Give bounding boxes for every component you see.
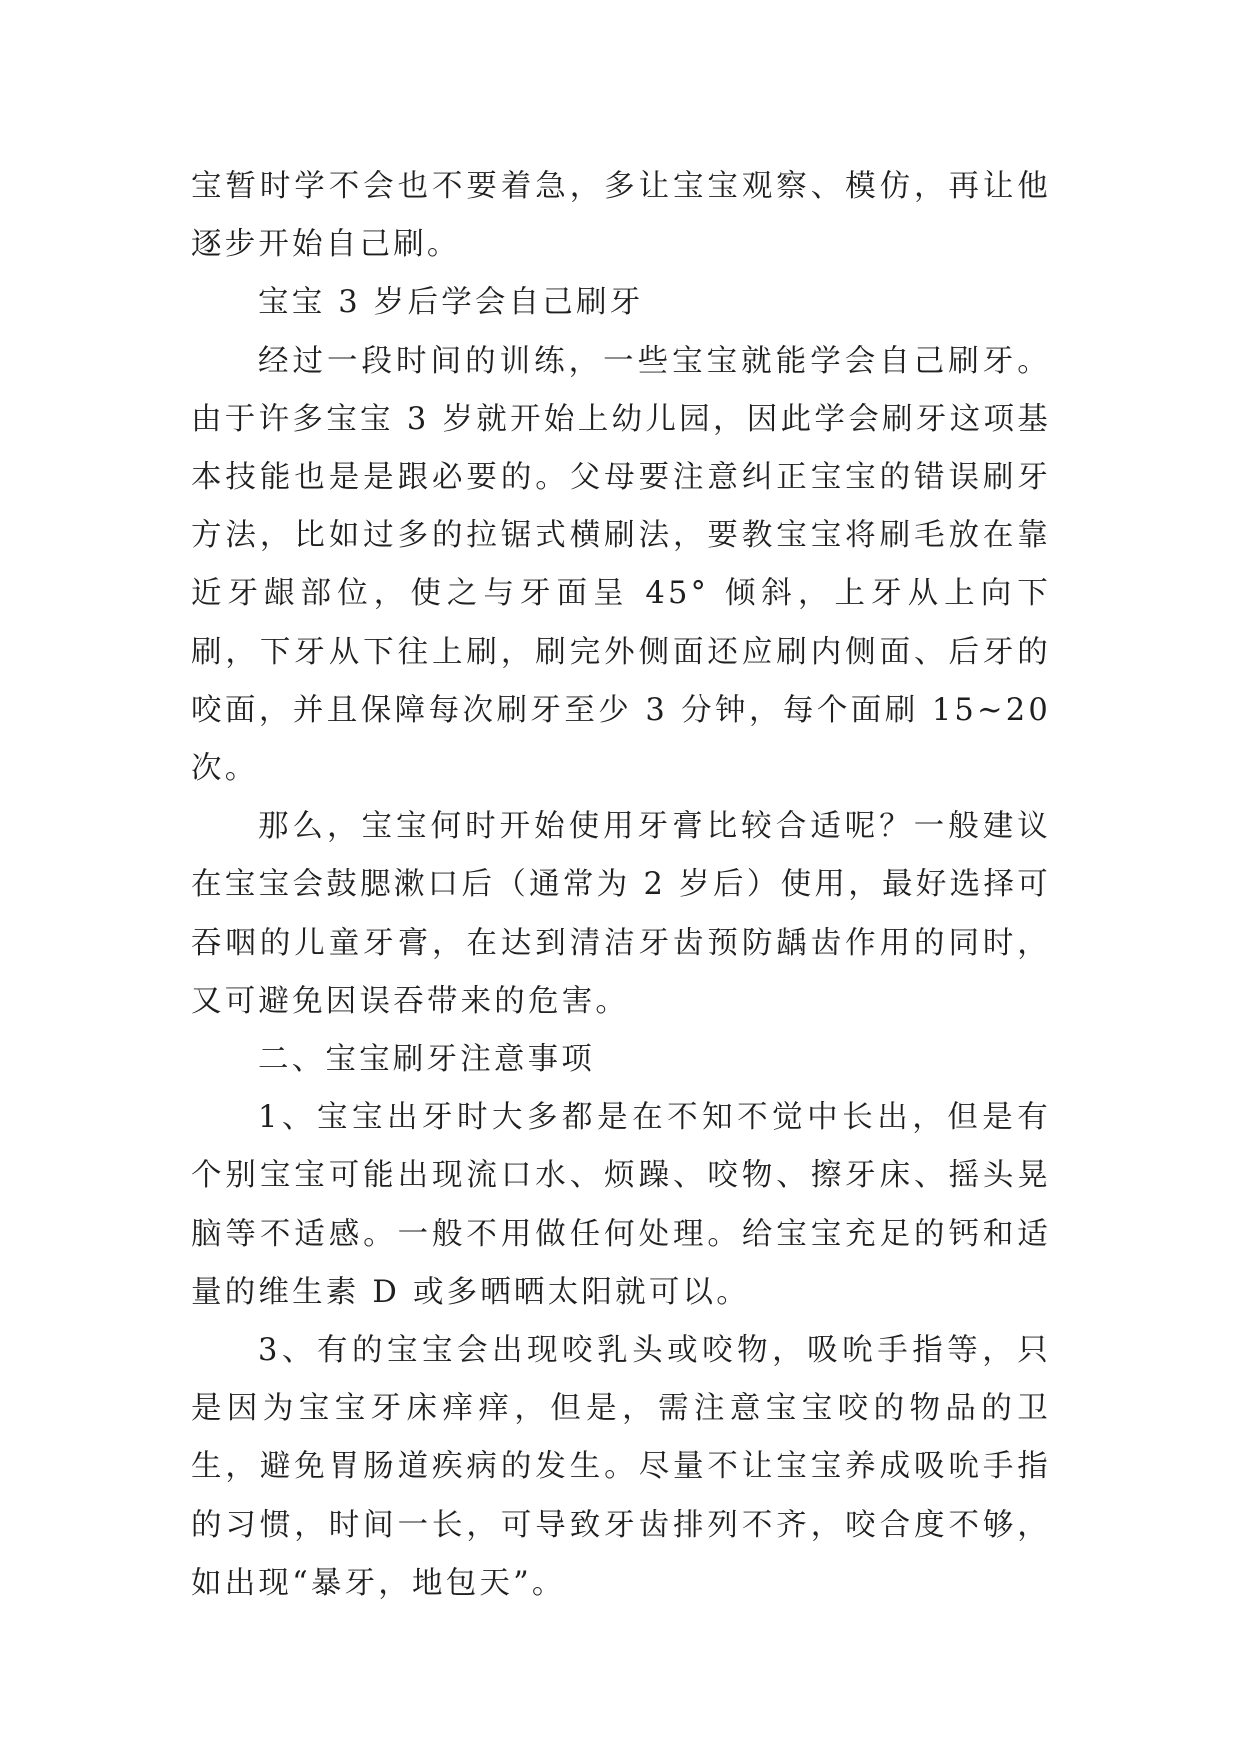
paragraph-toothpaste: 那么，宝宝何时开始使用牙膏比较合适呢？一般建议在宝宝会鼓腮漱口后（通常为 2 岁后）使用，最好选择可吞咽的儿童牙膏，在达到清洁牙齿预防龋齿作用的同时，又可避免因误吞带来的危害。 (191, 809, 1051, 1019)
paragraph-continuation: 宝暂时学不会也不要着急，多让宝宝观察、模仿，再让他逐步开始自己刷。 (191, 169, 1051, 263)
paragraph-brushing-method: 经过一段时间的训练，一些宝宝就能学会自己刷牙。由于许多宝宝 3 岁就开始上幼儿园，因此学会刷牙这项基本技能也是是跟必要的。父母要注意纠正宝宝的错误刷牙方法，比如过多的拉锯式横刷法，要教宝宝将刷毛放在靠近牙龈部位，使之与牙面呈 45° 倾斜，上牙从上向下刷，下牙从下往上刷，刷完外侧面还应刷内侧面、后牙的咬面，并且保障每次刷牙至少 3 分钟，每个面刷 15~20 次。 (191, 343, 1051, 787)
section-heading-precautions: 二、宝宝刷牙注意事项 (258, 1042, 595, 1078)
document-body (191, 158, 1051, 1613)
paragraph-biting: 3、有的宝宝会出现咬乳头或咬物，吸吮手指等，只是因为宝宝牙床痒痒，但是，需注意宝宝咬的物品的卫生，避免胃肠道疾病的发生。尽量不让宝宝养成吸吮手指的习惯，时间一长，可导致牙齿排列不齐，咬合度不够，如出现“暴牙，地包天”。 (191, 1333, 1051, 1601)
paragraph-teething: 1、宝宝出牙时大多都是在不知不觉中长出，但是有个别宝宝可能出现流口水、烦躁、咬物、擦牙床、摇头晃脑等不适感。一般不用做任何处理。给宝宝充足的钙和适量的维生素 D 或多晒晒太阳就可以。 (191, 1100, 1051, 1310)
section-heading-age-3: 宝宝 3 岁后学会自己刷牙 (258, 285, 644, 321)
